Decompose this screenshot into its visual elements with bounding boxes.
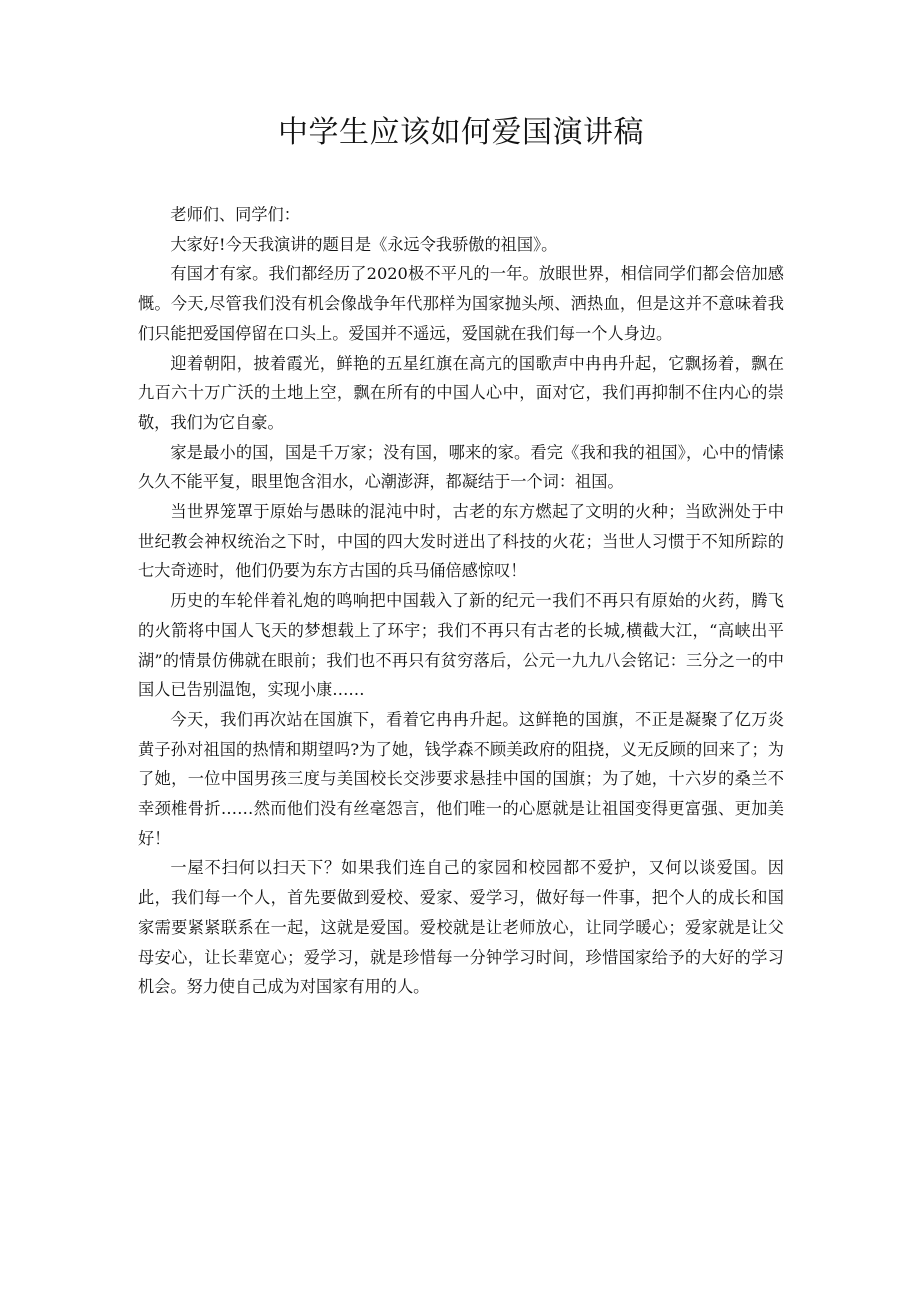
document-title: 中学生应该如何爱国演讲稿 [278,115,644,150]
paragraph: 当世界笼罩于原始与愚昧的混沌中时，古老的东方燃起了文明的火种；当欧洲处于中世纪教会神权统治之下时，中国的四大发时迸出了科技的火花；当世人习惯于不知所踪的七大奇迹时，他们仍要为东方古国的兵马俑倍感惊叹！ [138,502,784,581]
paragraph: 今天，我们再次站在国旗下，看着它冉冉升起。这鲜艳的国旗，不正是凝聚了亿万炎黄子孙对祖国的热情和期望吗?为了她，钱学森不顾美政府的阻挠，义无反顾的回来了；为了她，一位中国男孩三度与美国校长交涉要求悬挂中国的国旗；为了她，十六岁的桑兰不幸颈椎骨折……然而他们没有丝毫怨言，他们唯一的心愿就是让祖国变得更富强、更加美好！ [138,709,784,848]
document-body [138,200,784,1002]
paragraph: 历史的车轮伴着礼炮的鸣响把中国载入了新的纪元一我们不再只有原始的火药，腾飞的火箭将中国人飞天的梦想载上了环宇；我们不再只有古老的长城,横截大江，“高峡出平湖”的情景仿佛就在眼前；我们也不再只有贫穷落后，公元一九九八会铭记：三分之一的中国人已告别温饱，实现小康…… [138,591,784,700]
paragraph: 有国才有家。我们都经历了2020极不平凡的一年。放眼世界，相信同学们都会倍加感慨。今天,尽管我们没有机会像战争年代那样为国家抛头颅、洒热血，但是这并不意味着我们只能把爱国停留在口头上。爱国并不遥远，爱国就在我们每一个人身边。 [138,264,784,343]
paragraph: 一屋不扫何以扫天下？如果我们连自己的家园和校园都不爱护，又何以谈爱国。因此，我们每一个人，首先要做到爱校、爱家、爱学习，做好每一件事，把个人的成长和国家需要紧紧联系在一起，这就是爱国。爱校就是让老师放心，让同学暖心；爱家就是让父母安心，让长辈宽心；爱学习，就是珍惜每一分钟学习时间，珍惜国家给予的大好的学习机会。努力使自己成为对国家有用的人。 [138,858,784,997]
paragraph-greeting: 大家好!今天我演讲的题目是《永远令我骄傲的祖国》。 [170,234,558,254]
paragraph-salutation: 老师们、同学们： [170,205,300,224]
paragraph: 家是最小的国，国是千万家；没有国，哪来的家。看完《我和我的祖国》，心中的情愫久久不能平复，眼里饱含泪水，心潮澎湃，都凝结于一个词：祖国。 [138,442,784,492]
paragraph: 迎着朝阳，披着霞光，鲜艳的五星红旗在高亢的国歌声中冉冉升起，它飘扬着，飘在九百六十万广沃的土地上空，飘在所有的中国人心中，面对它，我们再抑制不住内心的崇敬，我们为它自豪。 [138,353,784,432]
